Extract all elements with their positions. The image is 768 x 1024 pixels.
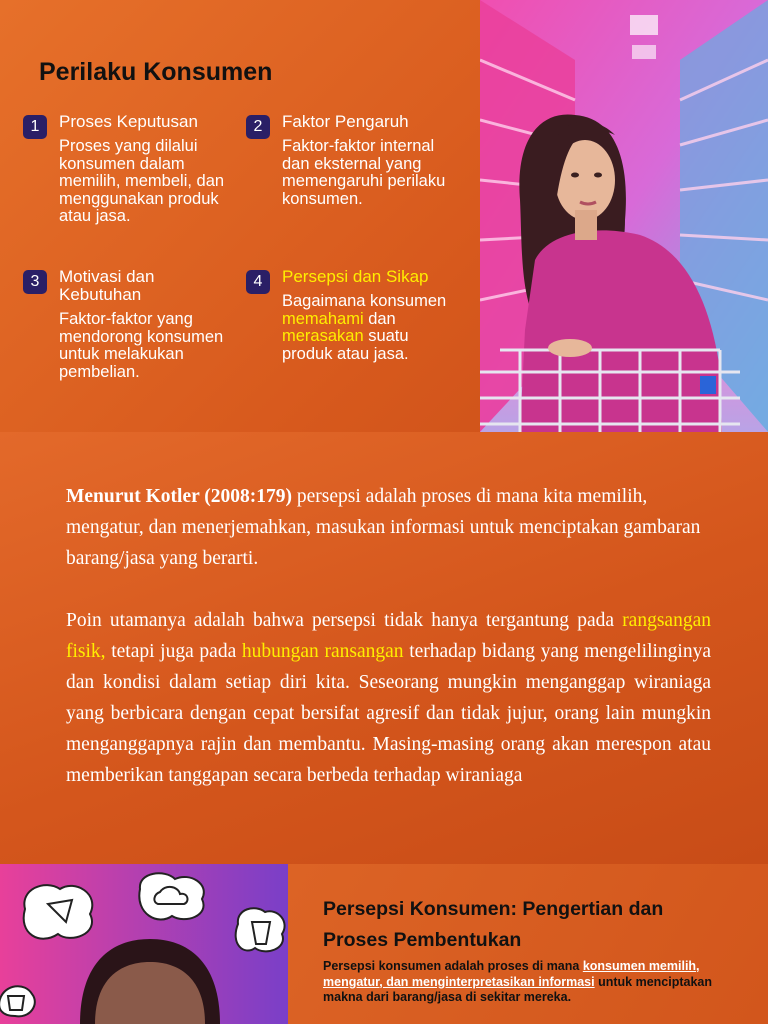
thinking-man-illustration: [0, 864, 288, 1024]
item-faktor-pengaruh: [282, 113, 452, 208]
item-number-badge: 3: [23, 270, 47, 294]
item-desc: Faktor-faktor yang mendorong konsumen untuk melakukan pembelian.: [59, 310, 224, 381]
top-section: [0, 0, 768, 432]
item-title: Persepsi dan Sikap: [282, 267, 429, 286]
item-title: Faktor Pengaruh: [282, 112, 409, 131]
middle-section: [0, 432, 768, 864]
item-persepsi-sikap: [282, 268, 452, 363]
shopper-photo: [480, 0, 768, 432]
item-desc: Faktor-faktor internal dan eksternal yang memengaruhi perilaku konsumen.: [282, 137, 446, 208]
item-number-badge: 4: [246, 270, 270, 294]
item-desc: Proses yang dilalui konsumen dalam memilih, membeli, dan menggunakan produk atau jasa.: [59, 137, 225, 225]
item-desc: Bagaimana konsumen memahami dan merasakan suatu produk atau jasa.: [282, 292, 447, 363]
highlight-link: konsumen memilih, mengatur, dan menginterpretasikan informasi: [323, 959, 700, 989]
bottom-desc: Persepsi konsumen adalah proses di mana konsumen memilih, mengatur, dan menginterpretasikan informasi untuk menciptakan makna dari barang/jasa di sekitar mereka.: [323, 959, 712, 1004]
item-proses-keputusan: [59, 113, 229, 226]
item-title: Motivasi dan Kebutuhan: [59, 267, 155, 304]
item-motivasi: [59, 268, 229, 381]
item-number-badge: 1: [23, 115, 47, 139]
item-number-badge: 2: [246, 115, 270, 139]
item-title: Proses Keputusan: [59, 112, 198, 131]
page-title: Perilaku Konsumen: [39, 58, 273, 86]
persepsi-paragraph: Poin utamanya adalah bahwa persepsi tidak hanya tergantung pada rangsangan fisik, tetapi juga pada hubungan ransangan terhadap bidang yang mengelilinginya dan kondisi dalam setiap diri kita. Seseorang mungkin menganggap wiraniaga yang berbicara dengan cepat bersifat agresif dan tidak jujur, orang lain mungkin menganggapnya rajin dan membantu. Masing-masing orang akan merespon atau memberikan tanggapan secara berbeda terhadap wiraniaga: [66, 610, 712, 786]
kotler-paragraph: Menurut Kotler (2008:179) persepsi adalah proses di mana kita memilih, mengatur, dan menerjemahkan, masukan informasi untuk menciptakan gambaran barang/jasa yang berarti.: [66, 486, 701, 569]
bottom-title: Persepsi Konsumen: Pengertian dan Proses Pembentukan: [323, 898, 664, 951]
